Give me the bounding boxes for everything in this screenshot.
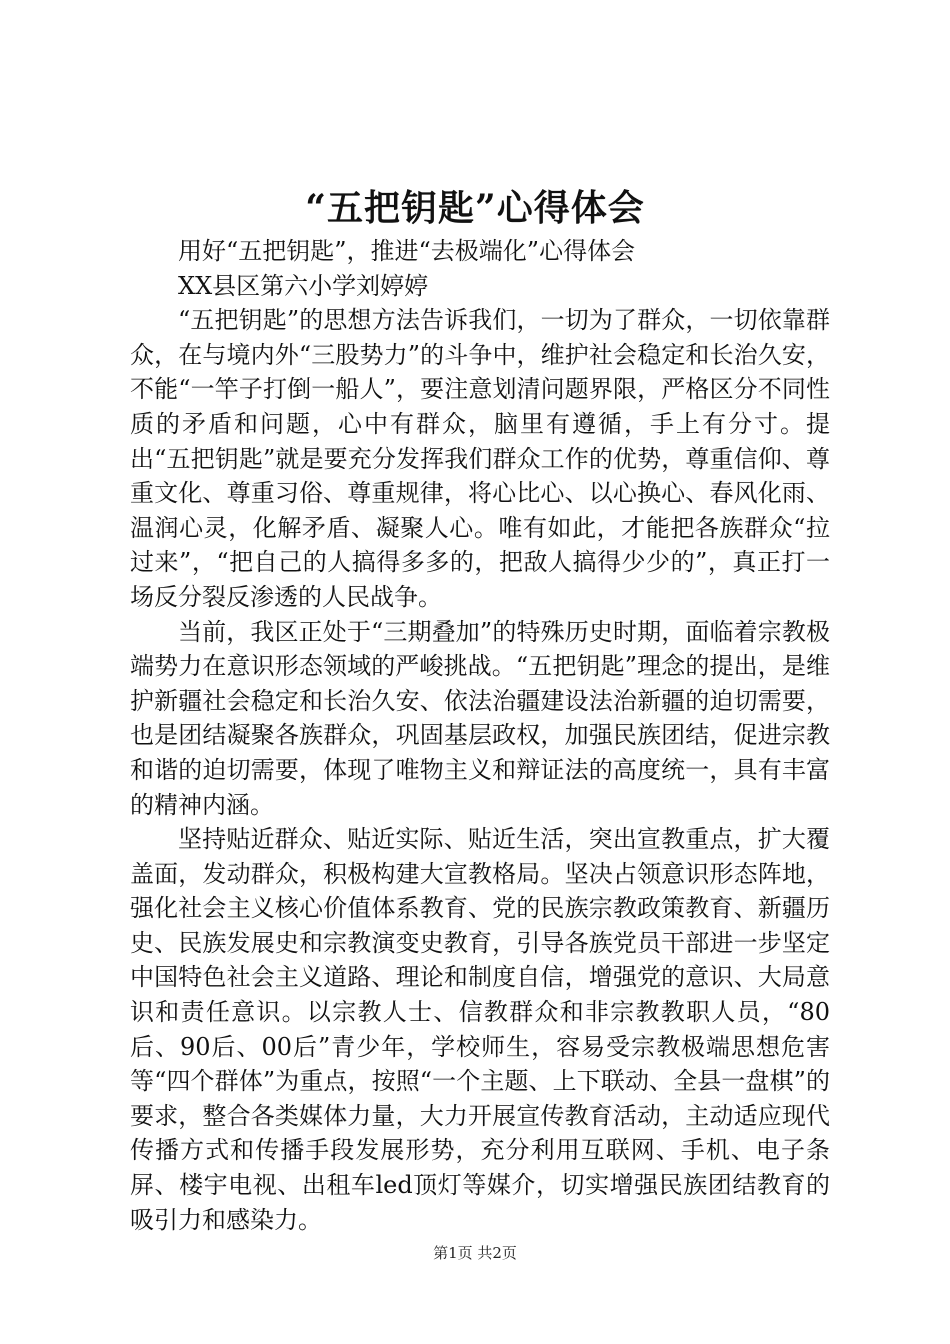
document-title: “五把钥匙”心得体会 (305, 187, 645, 229)
paragraph: 当前，我区正处于“三期叠加”的特殊历史时期，面临着宗教极端势力在意识形态领域的严峻挑战。“五把钥匙”理念的提出，是维护新疆社会稳定和长治久安、依法治疆建设法治新疆的迫切需要，也是团结凝聚各族群众，巩固基层政权，加强民族团结，促进宗教和谐的迫切需要，体现了唯物主义和辩证法的高度统一，具有丰富的精神内涵。 (130, 617, 830, 819)
page-indicator: 第1页 共2页 (433, 1244, 517, 1262)
document-body (130, 234, 830, 1237)
author-line: XX县区第六小学刘婷婷 (178, 271, 429, 300)
subtitle: 用好“五把钥匙”，推进“去极端化”心得体会 (178, 237, 636, 265)
paragraph: “五把钥匙”的思想方法告诉我们，一切为了群众，一切依靠群众，在与境内外“三股势力”的斗争中，维护社会稳定和长治久安，不能“一竿子打倒一船人”，要注意划清问题界限，严格区分不同性质的矛盾和问题，心中有群众，脑里有遵循，手上有分寸。提出“五把钥匙”就是要充分发挥我们群众工作的优势，尊重信仰、尊重文化、尊重习俗、尊重规律，将心比心、以心换心、春风化雨、温润心灵，化解矛盾、凝聚人心。唯有如此，才能把各族群众“拉过来”，“把自己的人搞得多多的，把敌人搞得少少的”，真正打一场反分裂反渗透的人民战争。 (130, 306, 830, 611)
paragraph: 坚持贴近群众、贴近实际、贴近生活，突出宣教重点，扩大覆盖面，发动群众，积极构建大宣教格局。坚决占领意识形态阵地，强化社会主义核心价值体系教育、党的民族宗教政策教育、新疆历史、民族发展史和宗教演变史教育，引导各族党员干部进一步坚定中国特色社会主义道路、理论和制度自信，增强党的意识、大局意识和责任意识。以宗教人士、信教群众和非宗教教职人员，“80后、90后、00后”青少年，学校师生，容易受宗教极端思想危害等“四个群体”为重点，按照“一个主题、上下联动、全县一盘棋”的要求，整合各类媒体力量，大力开展宣传教育活动，主动适应现代传播方式和传播手段发展形势，充分利用互联网、手机、电子条屏、楼宇电视、出租车led顶灯等媒介，切实增强民族团结教育的吸引力和感染力。 (130, 825, 830, 1234)
